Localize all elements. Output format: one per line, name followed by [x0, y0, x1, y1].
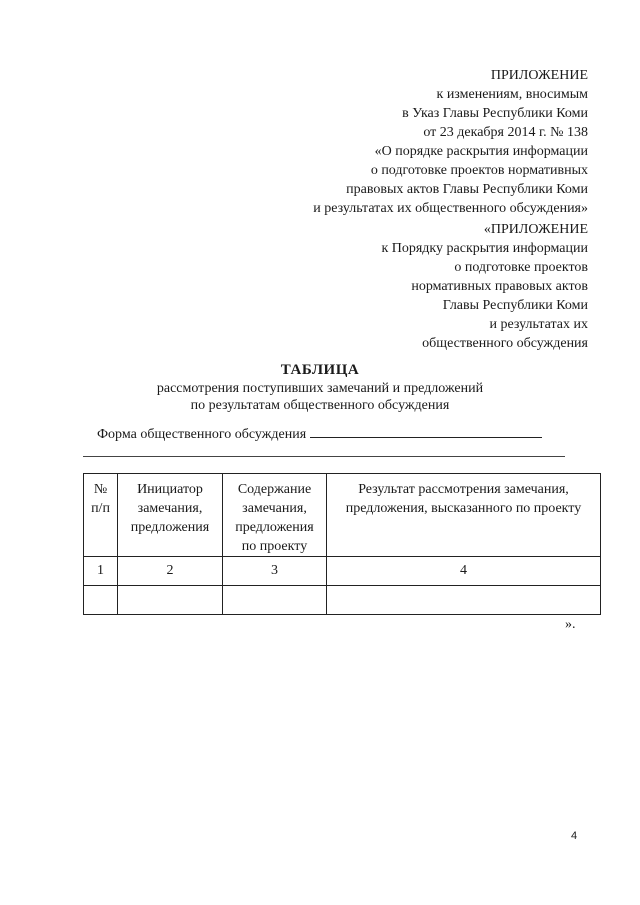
appendix-header [313, 66, 588, 218]
title-subtitle: рассмотрения поступивших замечаний и предложений [156, 381, 484, 396]
appendix-line: нормативных правовых актов [411, 279, 588, 294]
appendix-line: правовых актов Главы Республики Коми [346, 182, 588, 197]
appendix-line: «ПРИЛОЖЕНИЕ [483, 222, 588, 237]
form-field [97, 425, 542, 443]
table-cell [327, 586, 601, 615]
appendix-line: в Указ Главы Республики Коми [402, 106, 588, 121]
title-subtitle: по результатам общественного обсуждения [190, 398, 450, 413]
table-cell [118, 586, 223, 615]
title-main: ТАБЛИЦА [280, 362, 360, 378]
form-blank-line [310, 425, 542, 438]
header-cell-number: № п/п [84, 474, 118, 557]
appendix-line: и результатах их [489, 317, 588, 332]
appendix-line: к изменениям, вносимым [436, 87, 588, 102]
page-number: 4 [571, 830, 578, 842]
table-cell: 4 [327, 557, 601, 586]
table-row [84, 586, 601, 615]
comments-table [83, 473, 601, 615]
table-header-row [84, 474, 601, 557]
form-blank-line-2 [83, 456, 565, 457]
appendix-line: о подготовке проектов [454, 260, 588, 275]
document-title [0, 360, 640, 414]
table-cell: 3 [223, 557, 327, 586]
table-cell: 1 [84, 557, 118, 586]
appendix-line: к Порядку раскрытия информации [381, 241, 588, 256]
table-row [84, 557, 601, 586]
appendix-line: «О порядке раскрытия информации [374, 144, 588, 159]
appendix-line: о подготовке проектов нормативных [370, 163, 588, 178]
appendix-line: ПРИЛОЖЕНИЕ [490, 68, 588, 83]
appendix-line: общественного обсуждения [422, 336, 588, 351]
table-cell [223, 586, 327, 615]
table-cell: 2 [118, 557, 223, 586]
header-cell-initiator: Инициатор замечания, предложения [118, 474, 223, 557]
form-label: Форма общественного обсуждения [97, 427, 307, 442]
appendix-line: и результатах их общественного обсуждения» [313, 201, 588, 216]
procedure-appendix-header [381, 220, 588, 353]
header-cell-result: Результат рассмотрения замечания, предложения, высказанного по проекту [327, 474, 601, 557]
header-cell-content: Содержание замечания, предложения по проекту [223, 474, 327, 557]
appendix-line: Главы Республики Коми [442, 298, 588, 313]
table-cell [84, 586, 118, 615]
closing-quote: ». [565, 617, 576, 632]
appendix-line: от 23 декабря 2014 г. № 138 [423, 125, 588, 140]
